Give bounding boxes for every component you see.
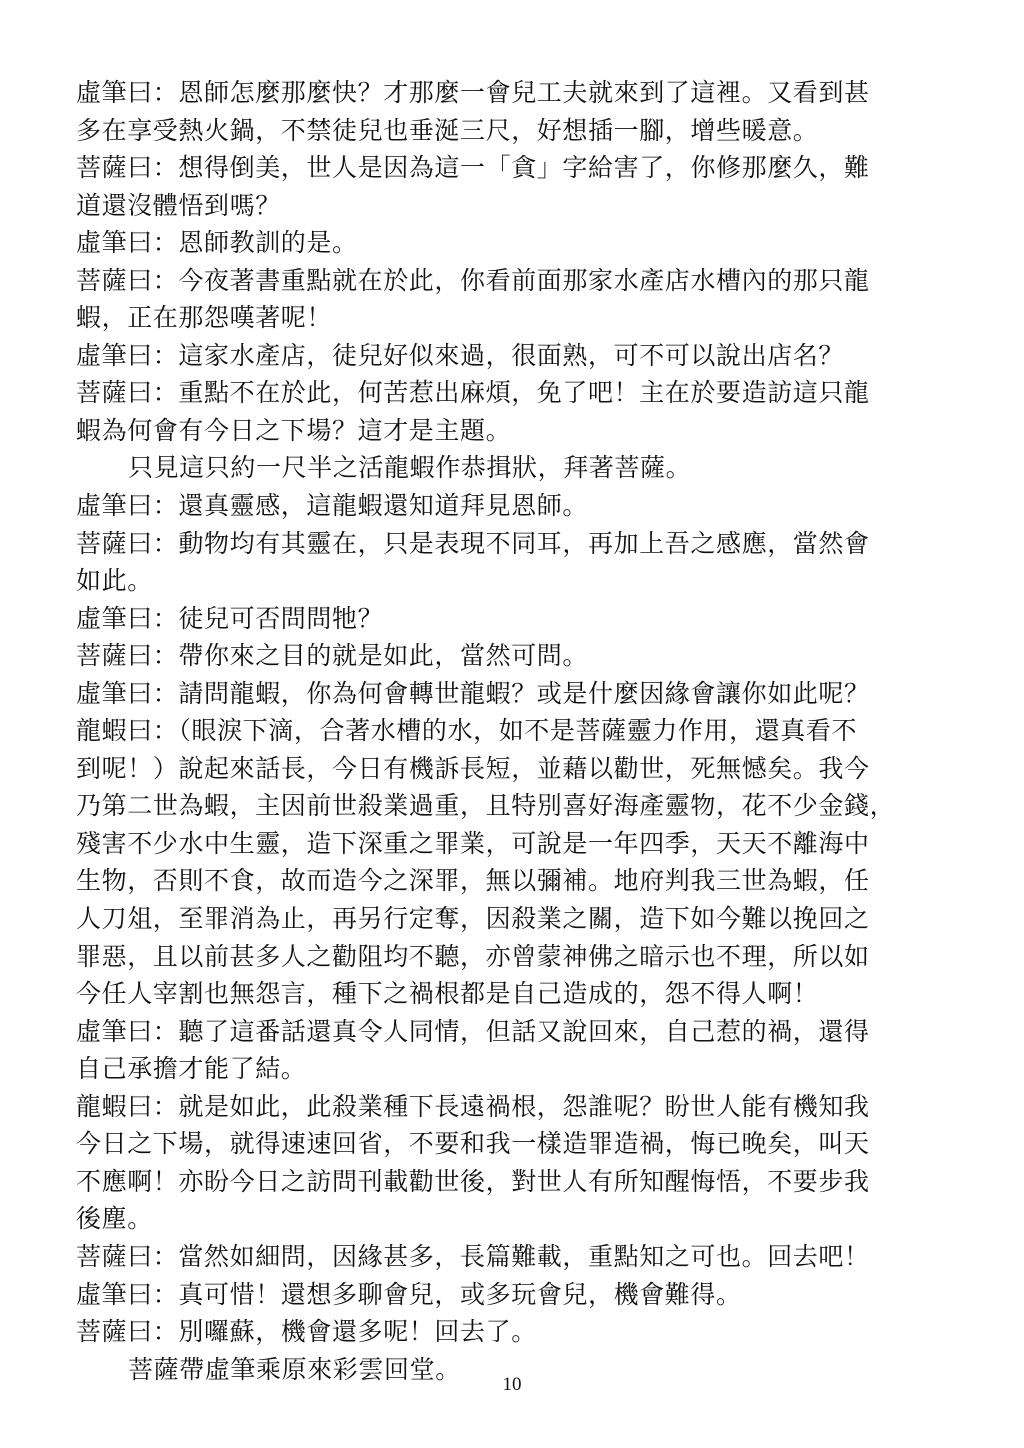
text-line: 到呢！）說起來話長，今日有機訴長短，並藉以勸世，死無憾矣。我今: [76, 753, 870, 783]
text-line: 今日之下場，就得速速回省，不要和我一樣造罪造禍，悔已晚矣，叫天: [76, 1129, 870, 1159]
text-line: 人刀俎，至罪消為止，再另行定奪，因殺業之關，造下如今難以挽回之: [76, 904, 870, 934]
text-line: 生物，否則不食，故而造今之深罪，無以彌補。地府判我三世為蝦，任: [76, 866, 870, 896]
text-line: 菩薩帶虛筆乘原來彩雲回堂。: [128, 1354, 461, 1384]
text-line: 今任人宰割也無怨言，種下之禍根都是自己造成的，怨不得人啊！: [76, 979, 819, 1009]
text-line: 虛筆曰：恩師教訓的是。: [76, 228, 358, 258]
text-line: 菩薩曰：今夜著書重點就在於此，你看前面那家水產店水槽內的那只龍: [76, 265, 870, 295]
text-line: 菩薩曰：動物均有其靈在，只是表現不同耳，再加上吾之感應，當然會: [76, 528, 870, 558]
text-line: 殘害不少水中生靈，造下深重之罪業，可說是一年四季，天天不離海中: [76, 828, 870, 858]
text-line: 多在享受熱火鍋，不禁徒兒也垂涎三尺，好想插一腳，增些暖意。: [76, 115, 819, 145]
body-text: [76, 74, 956, 1388]
text-line: 不應啊！亦盼今日之訪問刊載勸世後，對世人有所知醒悔悟，不要步我: [76, 1166, 870, 1196]
text-line: 菩薩曰：帶你來之目的就是如此，當然可問。: [76, 641, 589, 671]
text-line: 龍蝦曰：就是如此，此殺業種下長遠禍根，怨誰呢？盼世人能有機知我: [76, 1091, 870, 1121]
text-line: 蝦為何會有今日之下場？這才是主題。: [76, 415, 512, 445]
text-line: 乃第二世為蝦，主因前世殺業過重，且特別喜好海產靈物，花不少金錢，: [76, 791, 896, 821]
text-line: 菩薩曰：當然如細問，因緣甚多，長篇難載，重點知之可也。回去吧！: [76, 1241, 870, 1271]
text-line: 蝦，正在那怨嘆著呢！: [76, 303, 333, 333]
text-line: 菩薩曰：想得倒美，世人是因為這一「貪」字給害了，你修那麼久，難: [76, 153, 870, 183]
text-line: 自己承擔才能了結。: [76, 1054, 307, 1084]
text-line: 虛筆曰：聽了這番話還真令人同情，但話又說回來，自己惹的禍，還得: [76, 1016, 870, 1046]
text-line: 道還沒體悟到嗎？: [76, 190, 281, 220]
text-line: 虛筆曰：徒兒可否問問牠？: [76, 603, 384, 633]
text-line: 虛筆曰：還真靈感，這龍蝦還知道拜見恩師。: [76, 491, 589, 521]
text-line: 只見這只約一尺半之活龍蝦作恭揖狀，拜著菩薩。: [128, 453, 692, 483]
text-line: 虛筆曰：恩師怎麼那麼快？才那麼一會兒工夫就來到了這裡。又看到甚: [76, 78, 870, 107]
text-line: 後塵。: [76, 1204, 153, 1234]
page-number: 10: [502, 1374, 522, 1395]
text-line: 虛筆曰：這家水產店，徒兒好似來過，很面熟，可不可以說出店名？: [76, 340, 845, 370]
text-line: 菩薩曰：別囉蘇，機會還多呢！回去了。: [76, 1317, 537, 1347]
text-line: 虛筆曰：真可惜！還想多聊會兒，或多玩會兒，機會難得。: [76, 1279, 742, 1309]
text-line: 如此。: [76, 566, 153, 596]
text-line: 虛筆曰：請問龍蝦，你為何會轉世龍蝦？或是什麼因緣會讓你如此呢？: [76, 678, 870, 708]
text-line: 罪惡，且以前甚多人之勸阻均不聽，亦曾蒙神佛之暗示也不理，所以如: [76, 941, 870, 971]
text-line: 菩薩曰：重點不在於此，何苦惹出麻煩，免了吧！主在於要造訪這只龍: [76, 378, 870, 408]
text-line: 龍蝦曰：（眼淚下滴，合著水槽的水，如不是菩薩靈力作用，還真看不: [76, 716, 858, 746]
